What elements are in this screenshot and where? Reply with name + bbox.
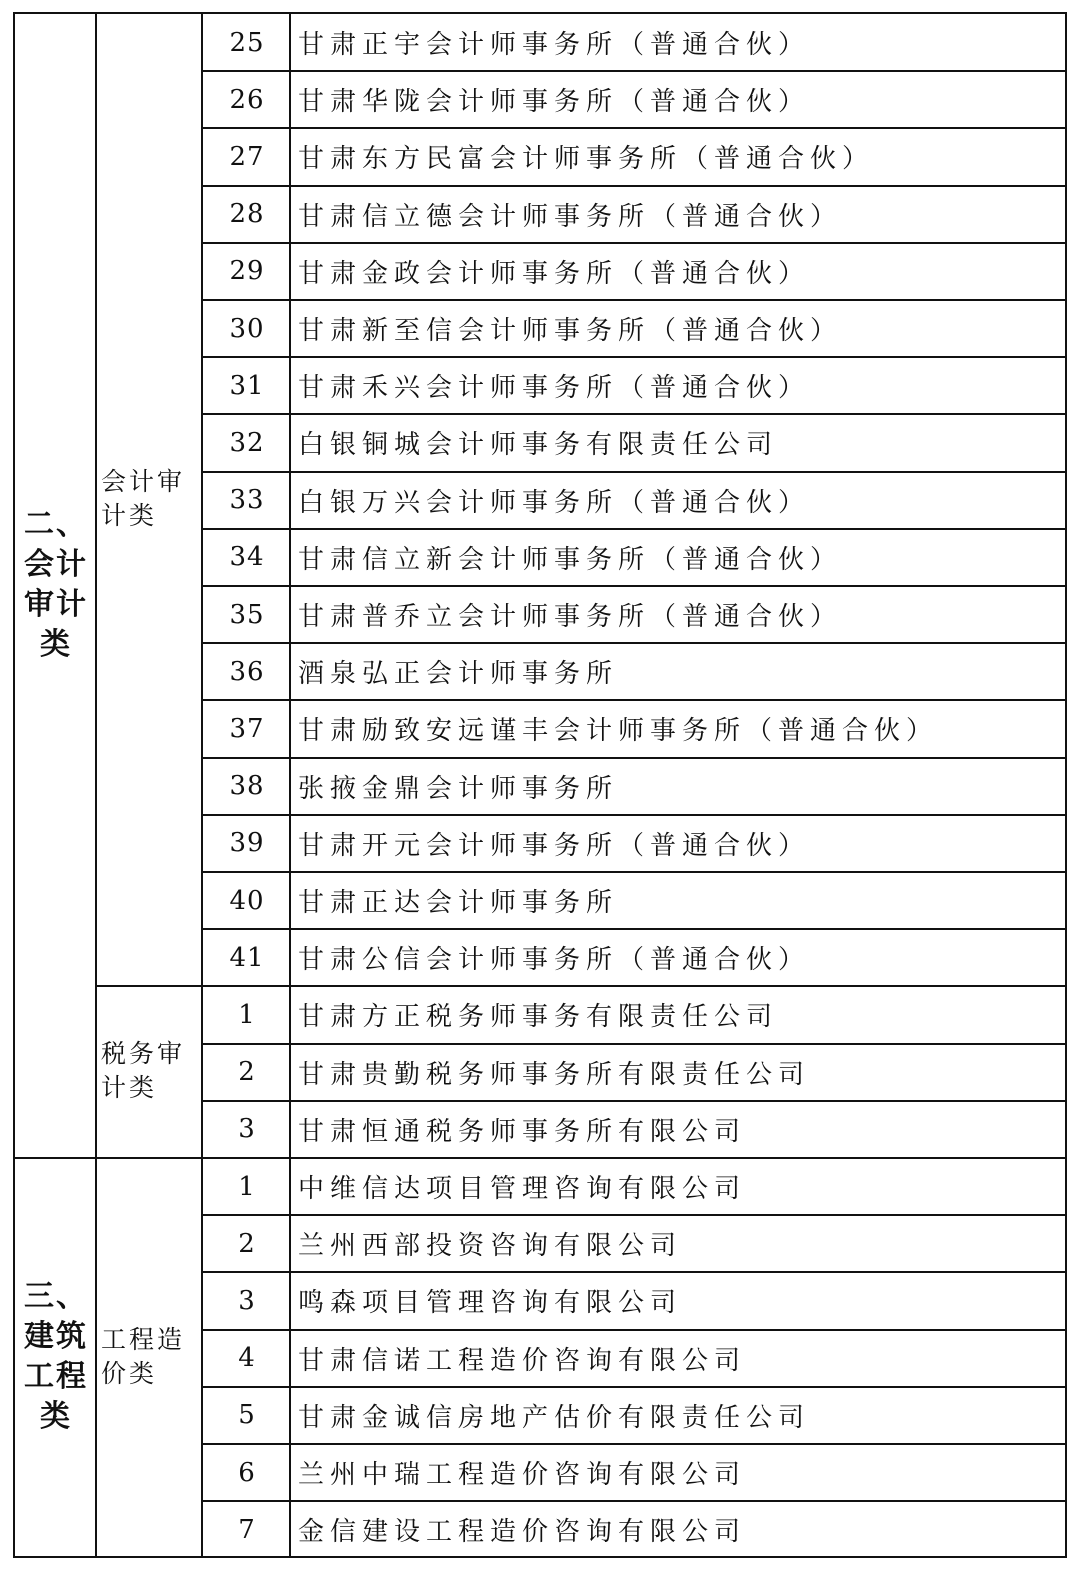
- row-number: 28: [229, 199, 265, 230]
- row-number: 31: [229, 370, 265, 401]
- firm-name: 甘肃禾兴会计师事务所（普通合伙）: [298, 373, 811, 404]
- firm-name: 甘肃东方民富会计师事务所（普通合伙）: [298, 144, 875, 175]
- row-number: 39: [229, 828, 265, 859]
- subcategory-label: 工程造价类: [101, 1325, 186, 1388]
- row-number: 32: [229, 427, 265, 458]
- firm-name: 白银铜城会计师事务有限责任公司: [298, 430, 779, 461]
- row-number: 6: [238, 1457, 256, 1488]
- row-number: 4: [238, 1343, 256, 1374]
- subcategory-cell: [99, 1158, 199, 1556]
- row-number: 2: [238, 1228, 256, 1259]
- row-number: 34: [229, 542, 265, 573]
- firm-name: 甘肃公信会计师事务所（普通合伙）: [298, 945, 811, 976]
- firm-name: 甘肃华陇会计师事务所（普通合伙）: [298, 87, 811, 118]
- firm-name: 鸣森项目管理咨询有限公司: [298, 1288, 683, 1319]
- firm-name: 甘肃普乔立会计师事务所（普通合伙）: [298, 602, 843, 632]
- firm-name: 甘肃信诺工程造价咨询有限公司: [298, 1345, 747, 1376]
- category-label: 三、建筑工程类: [24, 1279, 88, 1434]
- firm-name: 甘肃开元会计师事务所（普通合伙）: [298, 830, 811, 861]
- column-divider: [95, 14, 97, 1556]
- row-number: 38: [229, 771, 265, 802]
- firm-name: 金信建设工程造价咨询有限公司: [298, 1517, 747, 1548]
- row-number: 41: [229, 942, 265, 973]
- firm-name: 甘肃金政会计师事务所（普通合伙）: [298, 258, 811, 289]
- firm-name: 甘肃正宇会计师事务所（普通合伙）: [298, 30, 811, 60]
- subcategory-label: 会计审计类: [101, 467, 186, 530]
- firm-list-table: [13, 12, 1067, 1558]
- row-number: 7: [238, 1514, 256, 1545]
- subcategory-cell: [99, 986, 199, 1156]
- row-number: 35: [229, 599, 265, 630]
- category-cell: [17, 1158, 95, 1556]
- firm-name: 甘肃方正税务师事务有限责任公司: [298, 1002, 779, 1033]
- firm-name: 甘肃励致安远谨丰会计师事务所（普通合伙）: [298, 716, 939, 747]
- subcategory-label: 税务审计类: [101, 1039, 186, 1102]
- firm-name: 兰州西部投资咨询有限公司: [298, 1231, 683, 1262]
- row-number: 5: [238, 1400, 256, 1431]
- firm-name: 甘肃正达会计师事务所: [298, 888, 619, 918]
- row-number: 26: [229, 84, 265, 115]
- firm-name: 甘肃贵勤税务师事务所有限责任公司: [298, 1059, 811, 1090]
- row-number: 29: [229, 256, 265, 287]
- firm-name: 中维信达项目管理咨询有限公司: [298, 1174, 747, 1204]
- row-number: 40: [229, 885, 265, 916]
- row-number: 1: [238, 999, 256, 1030]
- firm-name: 酒泉弘正会计师事务所: [298, 659, 619, 690]
- firm-name: 张掖金鼎会计师事务所: [298, 773, 619, 804]
- firm-name: 甘肃信立新会计师事务所（普通合伙）: [298, 544, 843, 575]
- firm-name: 兰州中瑞工程造价咨询有限公司: [298, 1460, 747, 1490]
- subcategory-cell: [99, 14, 199, 984]
- row-number: 3: [238, 1285, 256, 1316]
- row-number: 1: [238, 1171, 256, 1202]
- row-number: 27: [229, 141, 265, 172]
- category-cell: [17, 14, 95, 1156]
- row-number: 3: [238, 1114, 256, 1145]
- firm-name: 甘肃信立德会计师事务所（普通合伙）: [298, 201, 843, 232]
- firm-name: 甘肃恒通税务师事务所有限公司: [298, 1116, 747, 1147]
- firm-name: 白银万兴会计师事务所（普通合伙）: [298, 487, 811, 518]
- row-number: 33: [229, 485, 265, 516]
- category-label: 二、会计审计类: [24, 507, 88, 662]
- row-number: 30: [229, 313, 265, 344]
- row-number: 37: [229, 713, 265, 744]
- row-number: 25: [229, 27, 265, 58]
- row-number: 36: [229, 656, 265, 687]
- firm-name: 甘肃金诚信房地产估价有限责任公司: [298, 1402, 811, 1433]
- firm-name: 甘肃新至信会计师事务所（普通合伙）: [298, 316, 843, 346]
- row-number: 2: [238, 1057, 256, 1088]
